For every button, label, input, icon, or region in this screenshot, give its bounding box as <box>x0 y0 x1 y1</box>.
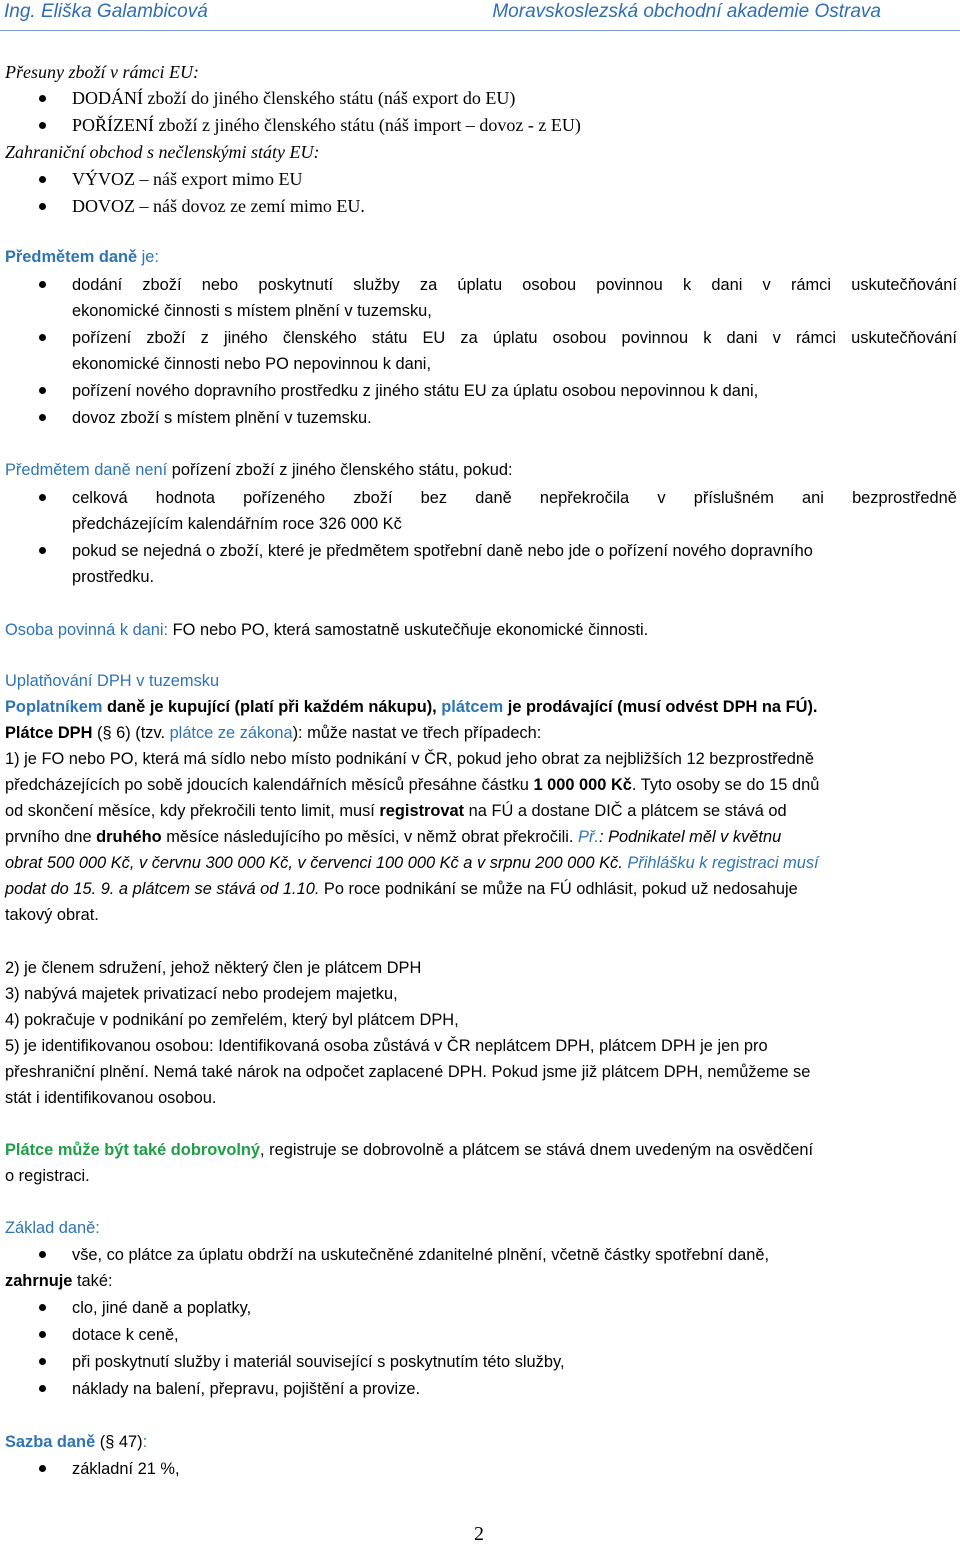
bullet <box>39 334 46 341</box>
paragraph-line: 1) je FO nebo PO, která má sídlo nebo místo podnikání v ČR, pokud jeho obrat za nejbližších 12 bezprostředně <box>5 750 815 768</box>
list-item-cont: prostředku. <box>72 568 154 586</box>
list-item-cont: ekonomické činnosti nebo PO nepovinnou k dani, <box>72 355 432 373</box>
list-item: pořízení nového dopravního prostředku z jiného státu EU za úplatu osobou nepovinnou k dani, <box>72 382 759 400</box>
not-subject-heading: Předmětem daně není pořízení zboží z jiného členského státu, pokud: <box>5 461 513 479</box>
paragraph-line: 5) je identifikovanou osobou: Identifikovaná osoba zůstává v ČR neplátcem DPH, plátcem DPH je jen pro <box>5 1037 768 1055</box>
paragraph-line: od skončení měsíce, kdy překročili tento limit, musí registrovat na FÚ a dostane DIČ a plátcem se stává od <box>5 802 787 820</box>
bullet <box>39 1385 46 1392</box>
vat-domestic-heading: Uplatňování DPH v tuzemsku <box>5 672 220 690</box>
tax-base-heading: Základ daně: <box>5 1219 100 1237</box>
page-header <box>0 0 960 31</box>
voluntary-payer-line: Plátce může být také dobrovolný, registruje se dobrovolně a plátcem se stává dnem uvedeným na osvědčení <box>5 1141 814 1159</box>
paragraph-line: stát i identifikovanou osobou. <box>5 1089 217 1107</box>
bullet <box>39 547 46 554</box>
header-school: Moravskoslezská obchodní akademie Ostrava <box>492 1 881 22</box>
paragraph-line: předcházejících po sobě jdoucích kalendářních měsíců přesáhne částku 1 000 000 Kč. Tyto osoby se do 15 dnů <box>5 776 820 794</box>
paragraph-line: podat do 15. 9. a plátcem se stává od 1.10. Po roce podnikání se může na FÚ odhlásit, pokud už nedosahuje <box>5 880 798 898</box>
paragraph-line: obrat 500 000 Kč, v červnu 300 000 Kč, v červenci 100 000 Kč a v srpnu 200 000 Kč. Přihlášku k registraci musí <box>5 854 819 872</box>
list-item: pořízení zboží z jiného členského státu EU za úplatu osobou povinnou k dani v rámci uskutečňování <box>72 329 957 347</box>
header-author: Ing. Eliška Galambicová <box>4 1 208 22</box>
paragraph-line: prvního dne druhého měsíce následujícího po měsíci, v němž obrat překročili. Př.: Podnikatel měl v květnu <box>5 828 782 846</box>
list-item: DOVOZ – náš dovoz ze zemí mimo EU. <box>72 196 365 216</box>
list-item-cont: ekonomické činnosti s místem plnění v tuzemsku, <box>72 302 432 320</box>
list-item: dotace k ceně, <box>72 1326 179 1344</box>
bullet <box>39 1304 46 1311</box>
bullet <box>39 1358 46 1365</box>
eu-transfers-title: Přesuny zboží v rámci EU: <box>5 62 199 82</box>
list-item: celková hodnota pořízeného zboží bez daně nepřekročila v příslušném ani bezprostředně <box>72 489 957 507</box>
bullet <box>39 414 46 421</box>
list-item: při poskytnutí služby i materiál související s poskytnutím této služby, <box>72 1353 565 1371</box>
bullet <box>39 387 46 394</box>
list-item-cont: předcházejícím kalendářním roce 326 000 Kč <box>72 515 402 533</box>
bullet <box>39 1465 46 1472</box>
bullet <box>39 122 46 129</box>
list-item: základní 21 %, <box>72 1460 180 1478</box>
list-item: pokud se nejedná o zboží, které je předmětem spotřební daně nebo jde o pořízení nového dopravního <box>72 542 813 560</box>
list-item: clo, jiné daně a poplatky, <box>72 1299 252 1317</box>
bullet <box>39 1251 46 1258</box>
page-number: 2 <box>474 1523 484 1545</box>
list-item: VÝVOZ – náš export mimo EU <box>72 169 303 189</box>
tax-rate-heading: Sazba daně (§ 47): <box>5 1433 148 1451</box>
paragraph-line: 3) nabývá majetek privatizací nebo prodejem majetku, <box>5 985 398 1003</box>
list-item: dodání zboží nebo poskytnutí služby za úplatu osobou povinnou k dani v rámci uskutečňování <box>72 276 957 294</box>
bullet <box>39 95 46 102</box>
list-item: POŘÍZENÍ zboží z jiného členského státu (náš import – dovoz - z EU) <box>72 115 581 135</box>
subject-of-tax-heading: Předmětem daně je: <box>5 248 159 266</box>
list-item: vše, co plátce za úplatu obdrží na uskutečněné zdanitelné plnění, včetně částky spotřební daně, <box>72 1246 770 1264</box>
taxable-person-paragraph: Osoba povinná k dani: FO nebo PO, která samostatně uskutečňuje ekonomické činnosti. <box>5 621 649 639</box>
bullet <box>39 494 46 501</box>
list-item: DODÁNÍ zboží do jiného členského státu (náš export do EU) <box>72 88 516 108</box>
list-item: dovoz zboží s místem plnění v tuzemsku. <box>72 409 372 427</box>
bullet <box>39 1331 46 1338</box>
non-eu-trade-title: Zahraniční obchod s nečlenskými státy EU: <box>5 142 320 162</box>
paragraph-line: 4) pokračuje v podnikání po zemřelém, který byl plátcem DPH, <box>5 1011 459 1029</box>
bullet <box>39 203 46 210</box>
taxpayer-line: Poplatníkem daně je kupující (platí při každém nákupu), plátcem je prodávající (musí odvést DPH na FÚ). <box>5 698 818 716</box>
paragraph-line: takový obrat. <box>5 906 99 924</box>
bullet <box>39 176 46 183</box>
includes-label: zahrnuje také: <box>5 1272 113 1290</box>
bullet <box>39 281 46 288</box>
paragraph-line: přeshraniční plnění. Nemá také nárok na odpočet zaplacené DPH. Pokud jsme již plátcem DPH, nemůžeme se <box>5 1063 811 1081</box>
paragraph-line: o registraci. <box>5 1167 90 1185</box>
list-item: náklady na balení, přepravu, pojištění a provize. <box>72 1380 421 1398</box>
vat-payer-line: Plátce DPH (§ 6) (tzv. plátce ze zákona): může nastat ve třech případech: <box>5 724 542 742</box>
paragraph-line: 2) je členem sdružení, jehož některý člen je plátcem DPH <box>5 959 422 977</box>
